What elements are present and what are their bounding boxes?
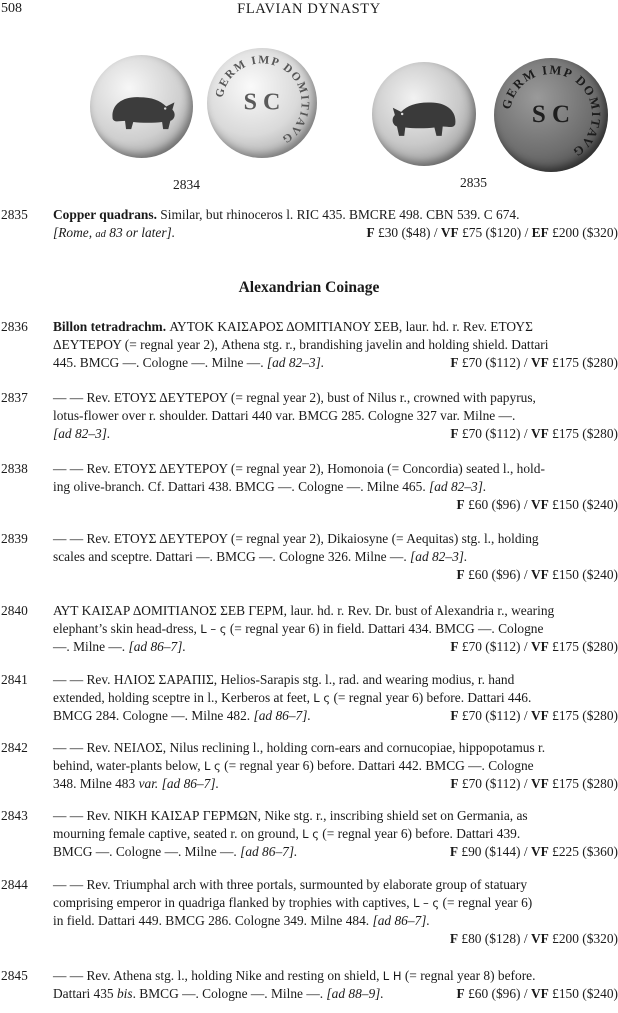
entry-number: 2842 (1, 740, 28, 755)
price-line: F £70 ($112) / VF £175 ($280) (450, 708, 618, 723)
regnal-year-mark: L ς (203, 759, 221, 773)
rhinoceros-image (372, 62, 476, 166)
regnal-year-mark: L – ς (412, 896, 440, 910)
price-line: F £80 ($128) / VF £200 ($320) (449, 931, 618, 946)
page-header (0, 0, 618, 22)
mint-date: [ad 88–9]. (326, 986, 384, 1001)
coin-2834-caption: 2834 (173, 177, 200, 192)
mint-date: [ad 82–3]. (410, 549, 468, 564)
entry-number: 2839 (1, 531, 28, 546)
coin-2835-obverse (372, 62, 476, 166)
regnal-year-mark: L ς (302, 827, 319, 841)
section-heading: Alexandrian Coinage (238, 279, 380, 296)
mint-date: [ad 86–7]. (128, 639, 186, 654)
price-line: F £70 ($112) / VF £175 ($280) (450, 639, 618, 654)
mint-date: [ad 86–7]. (253, 708, 311, 723)
price-line: F £70 ($112) / VF £175 ($280) (450, 776, 618, 791)
entry-number: 2840 (1, 603, 28, 618)
regnal-year-mark: L ς (313, 691, 331, 705)
price-line: F £70 ($112) / VF £175 ($280) (450, 426, 618, 441)
price-line: F £30 ($48) / VF £75 ($120) / EF £200 ($320) (366, 225, 618, 240)
rhinoceros-image (90, 55, 193, 158)
price-line: F £60 ($96) / VF £150 ($240) (456, 986, 618, 1001)
mint-date: [Rome, ad 83 or later]. (53, 225, 176, 240)
entry-number: 2837 (1, 390, 28, 405)
price-line: F £60 ($96) / VF £150 ($240) (456, 497, 618, 512)
coin-2835-legend: GERM IMP DOMITAVG (499, 62, 604, 161)
coin-2835-reverse (494, 58, 608, 172)
running-title: FLAVIAN DYNASTY (237, 1, 381, 17)
coin-2834-legend: GERM IMP DOMITIAVG (213, 54, 311, 146)
entry-description: Similar, but rhinoceros l. RIC 435. BMCRE 498. CBN 539. C 674. (156, 207, 520, 222)
entry-number: 2845 (1, 968, 28, 983)
entry-title: Billon tetradrachm. (53, 319, 167, 334)
coin-2835-caption: 2835 (460, 175, 487, 190)
coin-2835-sc: S C (531, 101, 571, 128)
regnal-year-mark: L – ς (200, 622, 227, 636)
entry-number: 2838 (1, 461, 28, 476)
price-line: F £60 ($96) / VF £150 ($240) (456, 567, 618, 582)
mint-date: [ad 82–3]. (53, 426, 111, 441)
regnal-year-mark: L Η (382, 969, 402, 983)
entry-number: 2841 (1, 672, 28, 687)
mint-date: [ad 82–3]. (429, 479, 487, 494)
page-number: 508 (1, 1, 22, 16)
mint-date: [ad 86–7]. (240, 844, 298, 859)
entry-number: 2836 (1, 319, 28, 334)
coin-2834-obverse (90, 55, 193, 158)
coin-2834-sc: S C (243, 89, 281, 116)
entry-number: 2843 (1, 808, 28, 823)
entry-number: 2835 (1, 207, 28, 222)
mint-date: [ad 86–7]. (372, 913, 430, 928)
mint-date: [ad 82–3]. (266, 355, 325, 370)
coin-2834-reverse (207, 48, 317, 158)
mint-date: [ad 86–7]. (158, 776, 219, 791)
price-line: F £70 ($112) / VF £175 ($280) (450, 355, 618, 370)
price-line: F £90 ($144) / VF £225 ($360) (449, 844, 618, 859)
entry-title: Copper quadrans. (53, 207, 157, 222)
entry-number: 2844 (1, 877, 28, 892)
